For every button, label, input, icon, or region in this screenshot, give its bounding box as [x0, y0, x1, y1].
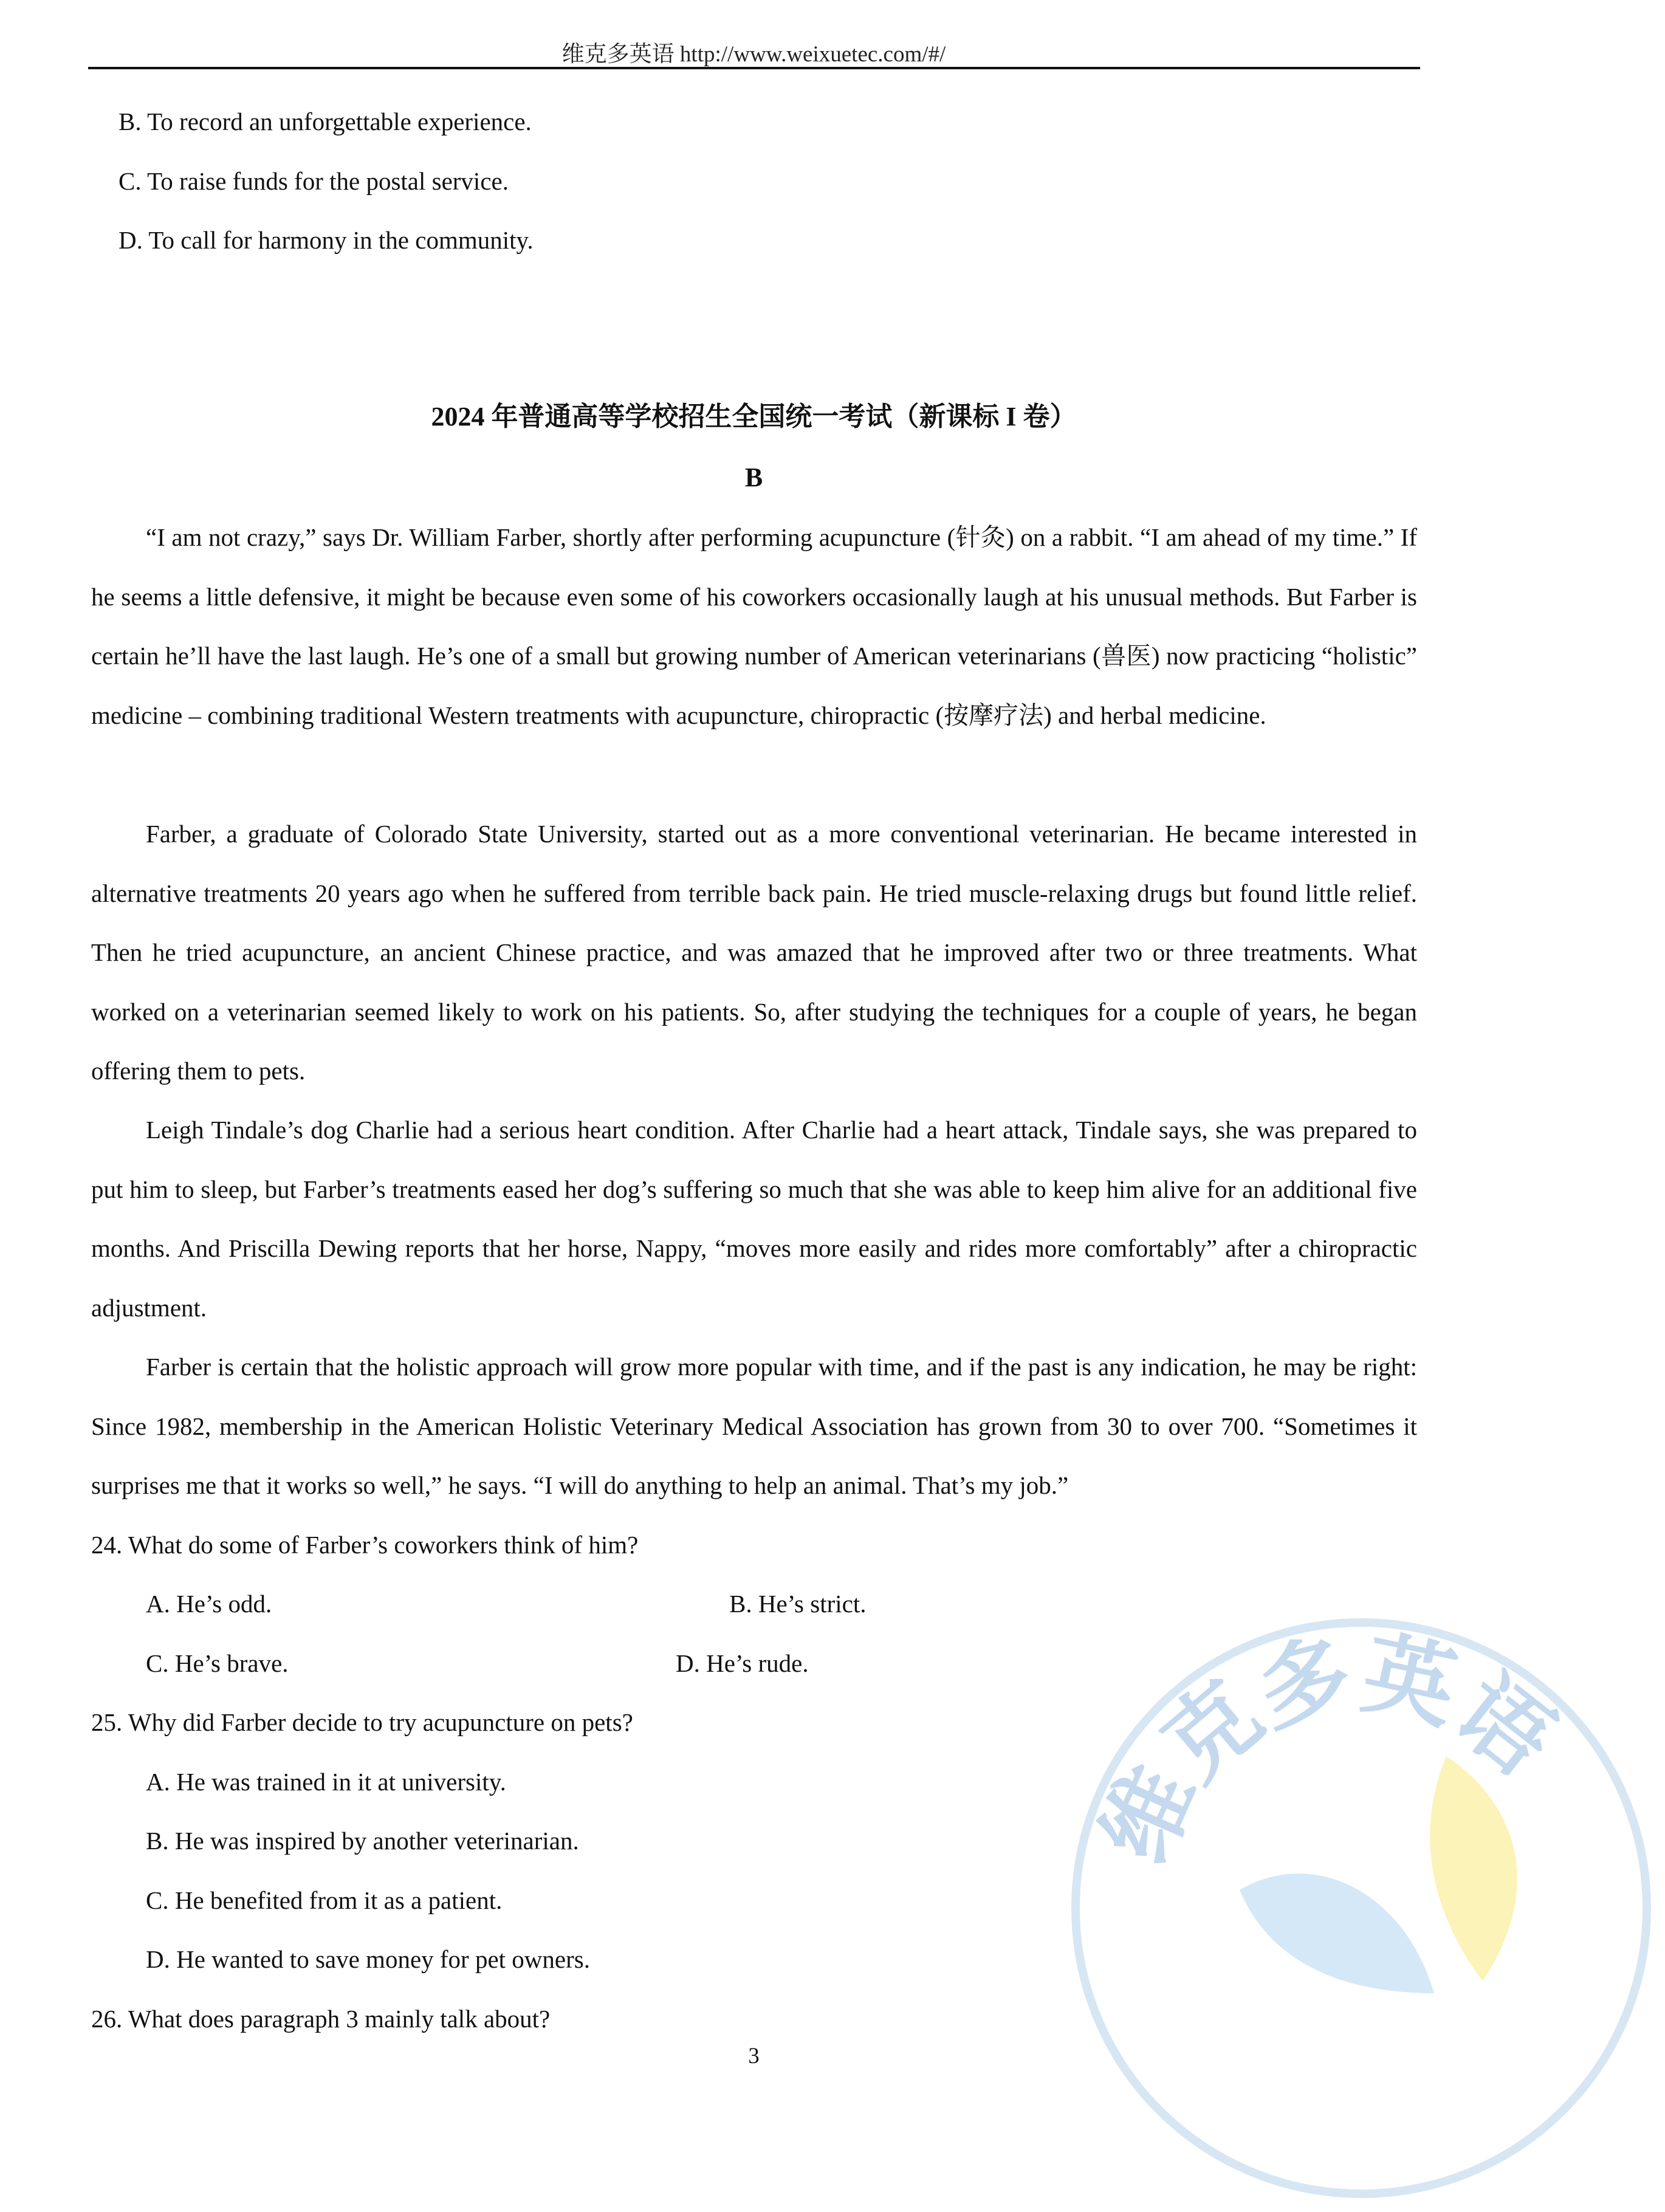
exam-title: 2024 年普通高等学校招生全国统一考试（新课标 I 卷） — [431, 402, 1077, 431]
watermark-text: 维克多英语 — [1082, 1620, 1573, 1878]
q24-option-a: A. He’s odd. — [146, 1590, 272, 1618]
option-c-prev: C. To raise funds for the postal service. — [118, 167, 509, 195]
header-rule — [88, 67, 1420, 69]
option-b-prev: B. To record an unforgettable experience. — [118, 108, 532, 136]
page-header: 维克多英语 http://www.weixuetec.com/#/ — [561, 42, 946, 67]
passage-paragraph-3: Leigh Tindale’s dog Charlie had a serious heart condition. After Charlie had a heart attack, Tindale says, she was prepared to put him to sleep, but Farber’s treatments eased her dog’s suffering so much that she was able to keep him alive for an additional five months. And Priscilla Dewing reports that her horse, Nappy, “moves more easily and rides more comfortably” after a chiropractic adjustment. — [91, 1116, 1417, 1322]
passage-paragraph-1: “I am not crazy,” says Dr. William Farber, shortly after performing acupuncture (针灸) on a rabbit. “I am ahead of my time.” If he seems a little defensive, it might be because even some of his coworkers occasionally laugh at his unusual methods. But Farber is certain he’ll have the last laugh. He’s one of a small but growing number of American veterinarians (兽医) now practicing “holistic” medicine – combining traditional Western treatments with acupuncture, chiropractic (按摩疗法) and herbal medicine. — [91, 523, 1417, 729]
watermark-leaf-blue — [1240, 1874, 1434, 1993]
q24-option-c: C. He’s brave. — [146, 1649, 289, 1677]
q25-option-b: B. He was inspired by another veterinarian. — [146, 1827, 579, 1855]
option-d-prev: D. To call for harmony in the community. — [118, 226, 534, 254]
section-label: B — [744, 462, 763, 492]
q24-option-b: B. He’s strict. — [729, 1590, 867, 1618]
q25-option-a: A. He was trained in it at university. — [146, 1768, 506, 1796]
question-26: 26. What does paragraph 3 mainly talk about? — [91, 2005, 551, 2033]
page-number: 3 — [748, 2044, 760, 2069]
watermark-seal — [1057, 1604, 1665, 2212]
question-25: 25. Why did Farber decide to try acupuncture on pets? — [91, 1708, 633, 1736]
q25-option-d: D. He wanted to save money for pet owners. — [146, 1945, 590, 1973]
passage-paragraph-4: Farber is certain that the holistic approach will grow more popular with time, and if the past is any indication, he may be right: Since 1982, membership in the American Holistic Veterinary Medical Association has grown from 30 to over 700. “Sometimes it surprises me that it works so well,” he says. “I will do anything to help an animal. That’s my job.” — [91, 1353, 1417, 1499]
q25-option-c: C. He benefited from it as a patient. — [146, 1886, 503, 1914]
passage-paragraph-2: Farber, a graduate of Colorado State University, started out as a more conventional veterinarian. He became interested in alternative treatments 20 years ago when he suffered from terrible back pain. He tried muscle-relaxing drugs but found little relief. Then he tried acupuncture, an ancient Chinese practice, and was amazed that he improved after two or three treatments. What worked on a veterinarian seemed likely to work on his patients. So, after studying the techniques for a couple of years, he began offering them to pets. — [91, 820, 1417, 1085]
question-24: 24. What do some of Farber’s coworkers think of him? — [91, 1531, 639, 1559]
q24-option-d: D. He’s rude. — [676, 1649, 809, 1677]
